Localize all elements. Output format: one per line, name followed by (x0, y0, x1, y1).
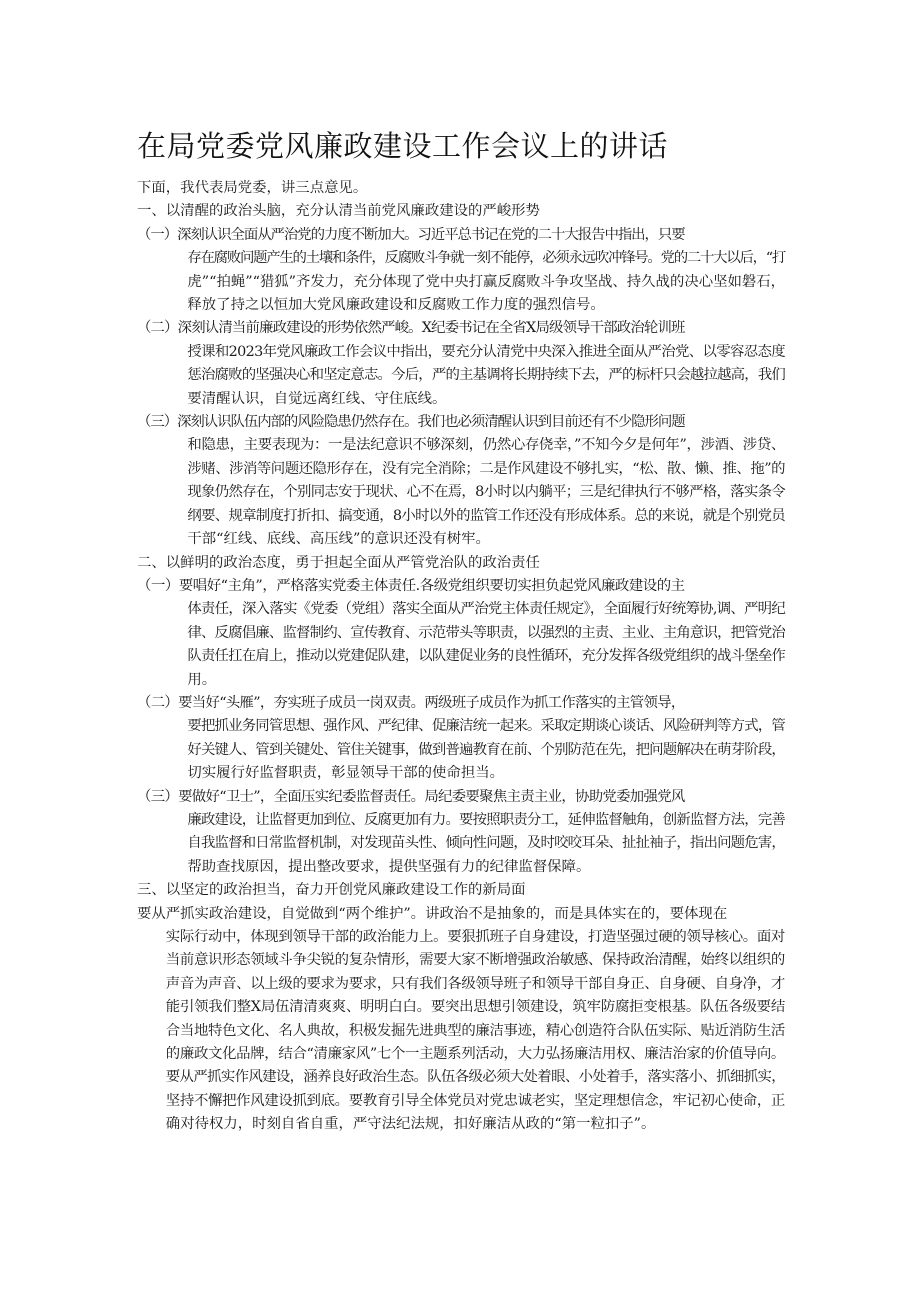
paragraph-line: 三、以坚定的政治担当，奋力开创党风廉政建设工作的新局面 (137, 882, 526, 899)
paragraph-line: 坚持不懈把作风建设抓到底。要教育引导全体党员对党忠诚老实，坚定理想信念，牢记初心使命，正 (165, 1092, 785, 1109)
paragraph-line: 当前意识形态领域斗争尖锐的复杂情形，需要大家不断增强政治敏感、保持政治清醒，始终以组织的 (165, 952, 785, 969)
paragraph-line: 释放了持之以恒加大党风廉政建设和反腐败工作力度的强烈信号。 (187, 297, 605, 314)
paragraph-line: 实际行动中，体现到领导干部的政治能力上。要狠抓班子自身建设，打造坚强过硬的领导核心。面对 (165, 929, 785, 945)
paragraph-p-2-1 (137, 575, 785, 692)
paragraph-heading-3 (137, 879, 785, 902)
paragraph-line: 二、以鲜明的政治态度，勇于担起全面从严管党治队的政治责任 (137, 554, 540, 571)
paragraph-line: 惩治腐败的坚强决心和坚定意志。今后，严的主基调将长期持续下去，严的标杆只会越拉越高，我们 (187, 367, 785, 384)
paragraph-heading-1 (137, 200, 785, 223)
document-body (137, 177, 785, 1137)
paragraph-p-2-3 (137, 786, 785, 880)
paragraph-line: 声音为声音、以上级的要求为要求，只有我们各级领导班子和领导干部自身正、自身硬、自身净，才 (165, 975, 785, 992)
paragraph-line: （三）深刻认识队伍内部的风险隐患仍然存在。我们也必须清醒认识到目前还有不少隐形问题 (137, 414, 685, 431)
paragraph-line: （一）深刻认识全面从严治党的力度不断加大。习近平总书记在党的二十大报告中指出，只要 (137, 226, 685, 243)
paragraph-line: 切实履行好监督职责，彰显领导干部的使命担当。 (187, 765, 504, 782)
paragraph-line: 干部“红线、底线、高压线”的意识还没有树牢。 (187, 531, 490, 548)
paragraph-line: 虎”“拍蝇”“猎狐”齐发力，充分体现了党中央打赢反腐败斗争攻坚战、持久战的决心坚如磐石， (187, 273, 785, 290)
paragraph-p-2-2 (137, 692, 785, 786)
paragraph-line: 体责任，深入落实《党委（党组）落实全面从严治党主体责任规定》，全面履行好统筹协,调、严明纪 (187, 601, 785, 618)
paragraph-line: 一、以清醒的政治头脑，充分认清当前党风廉政建设的严峻形势 (137, 203, 540, 220)
paragraph-line: 用。 (187, 671, 217, 688)
paragraph-line: 好关键人、管到关键处、管住关键事，做到普遍教育在前、个别防范在先，把问题解决在萌芽阶段， (187, 741, 785, 758)
paragraph-line: 授课和2023年党风廉政工作会议中指出，要充分认清党中央深入推进全面从严治党、以零容忍态度 (187, 343, 785, 360)
paragraph-line: （三）要做好“卫士”，全面压实纪委监督责任。局纪委要聚焦主责主业，协助党委加强党风 (137, 788, 685, 805)
paragraph-heading-2 (137, 552, 785, 575)
paragraph-line: 律、反腐倡廉、监督制约、宣传教育、示范带头等职责，以强烈的主责、主业、主角意识，把管党治 (187, 624, 785, 641)
paragraph-line: 能引领我们整X局伍清清爽爽、明明白白。要突出思想引领建设，筑牢防腐拒变根基。队伍各级要结 (165, 999, 785, 1016)
paragraph-line: 合当地特色文化、名人典故，积极发掘先进典型的廉洁事迹，精心创造符合队伍实际、贴近消防生活 (165, 1022, 785, 1039)
paragraph-line: 现象仍然存在，个别同志安于现状、心不在焉，8小时以内躺平；三是纪律执行不够严格，落实条令 (187, 484, 785, 501)
paragraph-line: 涉赌、涉消等问题还隐形存在，没有完全消除；二是作风建设不够扎实，“松、散、懒、推、拖”的 (187, 460, 785, 477)
paragraph-line: 纲要、规章制度打折扣、搞变通，8小时以外的监管工作还没有形成体系。总的来说，就是个别党员 (187, 507, 785, 524)
paragraph-line: 帮助查找原因，提出整改要求，提供坚强有力的纪律监督保障。 (187, 858, 591, 875)
paragraph-line: 廉政建设，让监督更加到位、反腐更加有力。要按照职责分工，延伸监督触角，创新监督方法，完善 (187, 811, 785, 828)
paragraph-line: 要从严抓实作风建设，涵养良好政治生态。队伍各级必须大处着眼、小处着手，落实落小、抓细抓实， (165, 1069, 785, 1086)
paragraph-p-1-1 (137, 224, 785, 318)
paragraph-line: （一）要唱好“主角”，严格落实党委主体责任.各级党组织要切实担负起党风廉政建设的主 (137, 577, 685, 594)
paragraph-line: 和隐患，主要表现为：一是法纪意识不够深刻，仍然心存侥幸，”不知今夕是何年”，涉酒、涉贷、 (187, 437, 785, 454)
paragraph-p-3-1 (137, 903, 785, 1137)
paragraph-line: 要从严抓实政治建设，自觉做到“两个维护”。讲政治不是抽象的，而是具体实在的，要体现在 (137, 905, 728, 922)
paragraph-line: （二）要当好“头雁”，夯实班子成员一岗双责。两级班子成员作为抓工作落实的主管领导， (137, 694, 685, 711)
paragraph-line: （二）深刻认清当前廉政建设的形势依然严峻。X纪委书记在全省X局级领导干部政治轮训班 (137, 320, 685, 337)
paragraph-line: 自我监督和日常监督机制，对发现苗头性、倾向性问题，及时咬咬耳朵、扯扯袖子，指出问题危害， (187, 835, 785, 852)
document-title: 在局党委党风廉政建设工作会议上的讲话 (137, 129, 669, 163)
paragraph-p-1-2 (137, 317, 785, 411)
paragraph-line: 下面，我代表局党委，讲三点意见。 (137, 180, 368, 196)
paragraph-line: 的廉政文化品牌，结合“清廉家风”七个一主题系列活动，大力弘扬廉洁用权、廉洁治家的价值导向。 (165, 1046, 785, 1063)
paragraph-line: 要清醒认识，自觉远离红线、守住底线。 (187, 390, 447, 407)
paragraph-line: 队责任扛在肩上，推动以党建促队建，以队建促业务的良性循环，充分发挥各级党组织的战斗堡垒作 (187, 648, 785, 665)
paragraph-intro (137, 177, 785, 200)
paragraph-line: 要把抓业务同管思想、强作风、严纪律、促廉洁统一起来。采取定期谈心谈话、风险研判等方式，管 (187, 718, 785, 735)
paragraph-line: 确对待权力，时刻自省自重，严守法纪法规，扣好廉洁从政的“第一粒扣子”。 (165, 1116, 656, 1133)
paragraph-line: 存在腐败问题产生的土壤和条件，反腐败斗争就一刻不能停，必须永远吹冲锋号。党的二十大以后，“打 (187, 250, 785, 267)
paragraph-p-1-3 (137, 411, 785, 551)
